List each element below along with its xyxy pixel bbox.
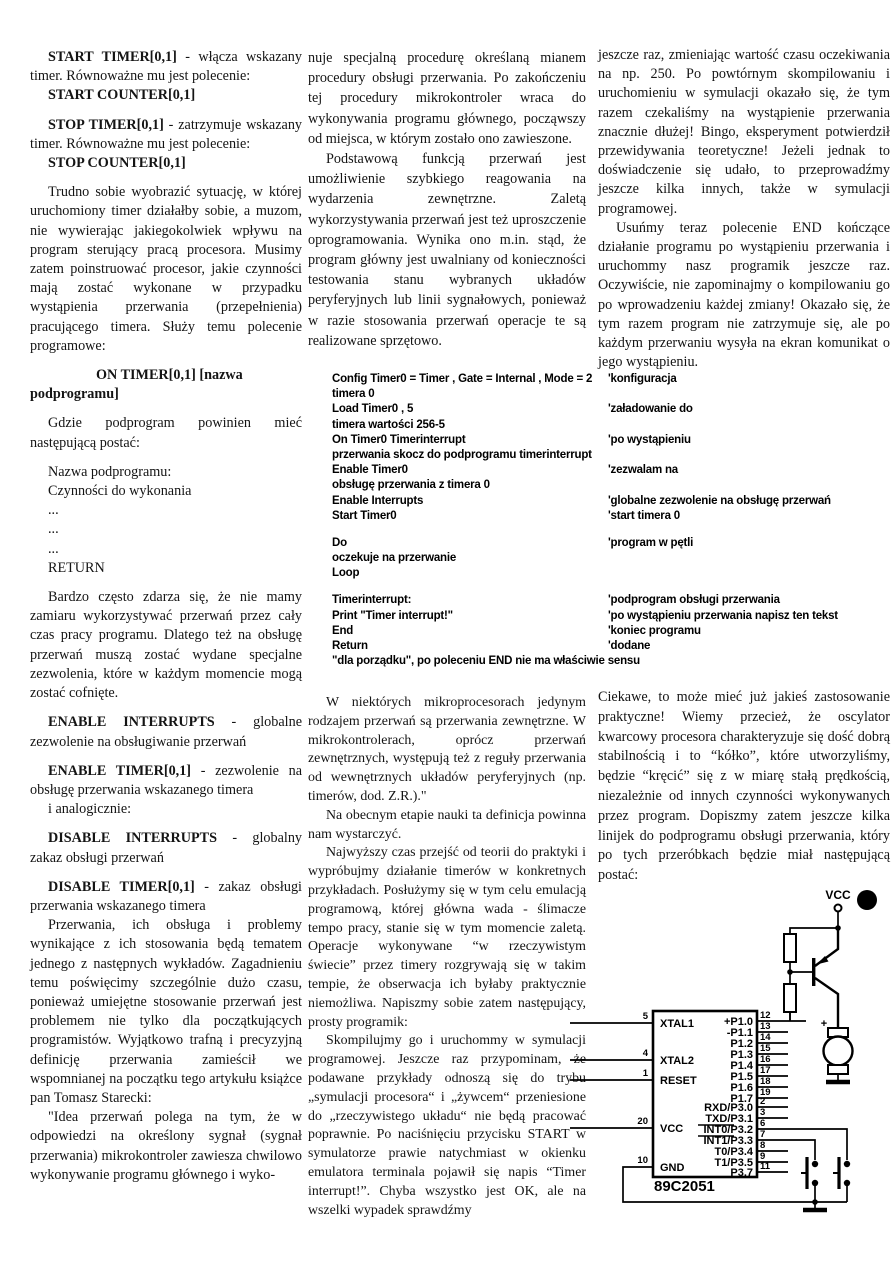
paragraph-text: "Idea przerwań polega na tym, że w odpowiedzi na określony sygnał (sygnał przerwania) mikrokontroler zawiesza chwilowo wykonywanie programu głównego i wyko- [30, 1109, 302, 1183]
paragraph [30, 916, 302, 1108]
template-line: ... [48, 521, 59, 538]
code-blank-row [332, 581, 888, 593]
code-line: Do [332, 536, 347, 549]
pin-label: RESET [660, 1075, 697, 1087]
code-line: Start Timer0 [332, 509, 397, 522]
code-row [332, 478, 888, 493]
paragraph-text: - włącza wskazany timer. Równoważne mu jest polecenie: [30, 49, 302, 85]
code-comment: 'koniec programu [608, 624, 701, 637]
code-comment [608, 551, 888, 566]
paragraph [30, 800, 302, 819]
pin-label: +P1.0 [723, 1016, 753, 1028]
command-name: ON TIMER[0,1] [nazwa podprogramu] [30, 367, 243, 403]
code-row [332, 418, 888, 433]
pin-number: 10 [637, 1155, 648, 1166]
command-line [30, 86, 302, 105]
paragraph [30, 48, 302, 86]
code-row [332, 463, 888, 478]
pin-number: 4 [642, 1048, 648, 1059]
code-comment: 'zezwalam na [608, 464, 679, 477]
code-comment [608, 418, 888, 433]
paragraph-text: Trudno sobie wyobrazić sytuację, w której uruchomiony timer działałby sobie, a muzom, nie wywierając jakiegokolwiek wpływu na program sterujący pracą procesora. Musimy zatem poinstruować procesor, jakie czynności mają zostać wykonane w przypadku wystąpienia przerwania (przepełnienia) pracującego timera. Służy temu polecenie programowe: [30, 184, 302, 354]
code-row [332, 551, 888, 566]
command-name: ENABLE TIMER[0,1] [48, 762, 192, 779]
chip-label: 89C2051 [654, 1178, 715, 1195]
code-line: Timerinterrupt: [332, 594, 412, 607]
pushbutton-contact [844, 1161, 850, 1167]
paragraph [308, 694, 586, 807]
paragraph-text: Bardzo często zdarza się, że nie mamy zamiaru wykorzystywać przerwań przez cały czas pracy programu. Dlatego też na obsługę przerwań muszą zostać wydane specjalne zezwolenia, które w każdym momencie mogą zostać cofnięte. [30, 589, 302, 702]
paragraph-text: Przerwania, ich obsługa i problemy wynikające z ich stosowania będą tematem jednego z następnych wykładów. Zagadnieniu temu poświęcimy szczególnie dużo czasu, ponieważ umiejętne stosowanie przerwań jest problemem nie tylko dla początkujących programistów. Wyjątkowo trafną i precyzyjną definicję przerwania zamieścił we wspomnianej na początku tego artykułu książce pan Tomasz Starecki: [30, 917, 302, 1106]
code-row [332, 433, 888, 448]
paragraph-text: jeszcze raz, zmieniając wartość czasu oczekiwania na np. 250. Po powtórnym skompilowaniu i uruchomieniu w symulacji okazało się, że tym razem czekaliśmy na wystąpienie przerwania znacznie dłużej! Bingo, eksperyment potwierdził przewidywania teoretyczne! Jeżeli jednak to doświadczenie się udało, to przeprowadźmy jeszcze kilka innych, także w symulacji programowej. [598, 47, 890, 217]
paragraph [30, 713, 302, 751]
circuit-diagram [560, 888, 893, 1263]
template-line: Czynności do wykonania [48, 483, 192, 500]
pin-number: 2 [760, 1096, 766, 1107]
paragraph [30, 762, 302, 800]
code-row [332, 372, 888, 387]
pin-number: 12 [760, 1010, 771, 1021]
paragraph [30, 588, 302, 703]
command-name: STOP TIMER[0,1] [48, 116, 164, 133]
paragraph [30, 829, 302, 867]
code-line: oczekuje na przerwanie [332, 552, 457, 565]
code-line: Enable Interrupts [332, 494, 424, 507]
paragraph-text: Skompilujmy go i uruchommy w symulacji programowej. Jeszcze raz przypominam, że podawane przykłady odnoszą się do trybu „symulacji procesora“ i „żywcem“ przeniesione do „rzeczywistego układu“ nie będą pracować poprawnie. Po naciśnięciu przycisku START w symulatorze prawie natychmiast w okienku emulatora terminala pojawił się napis “Timer interrupt!”. Chyba wszystko jest OK, ale na wszelki wypadek sprawdźmy [308, 1033, 586, 1218]
pin-number: 20 [637, 1116, 648, 1127]
paragraph [598, 219, 890, 373]
pin-number: 6 [760, 1118, 766, 1129]
command-line [30, 154, 302, 173]
code-comment: 'program w pętli [608, 536, 694, 549]
basic-code-listing [332, 372, 888, 669]
paragraph [598, 688, 890, 886]
code-row [332, 593, 888, 608]
pin-number: 15 [760, 1043, 771, 1054]
pin-number: 18 [760, 1076, 771, 1087]
middle-text-column-top [308, 48, 586, 351]
paragraph-text: - zakaz obsługi przerwania wskazanego timera [30, 878, 302, 914]
pin-label: P1.7 [730, 1093, 753, 1105]
paragraph [308, 807, 586, 845]
code-line: Return [332, 640, 368, 652]
code-line: End [332, 624, 354, 637]
code-row [332, 494, 888, 509]
pin-label: P1.6 [730, 1082, 753, 1094]
code-comment: 'konfiguracja [608, 373, 677, 385]
pin-number: 11 [760, 1161, 771, 1172]
paragraph [598, 46, 890, 219]
paragraph [30, 1108, 302, 1185]
code-row [332, 654, 888, 669]
code-comment [608, 448, 888, 463]
template-line: ... [48, 502, 59, 519]
pin-number: 16 [760, 1054, 771, 1065]
pin-label: P1.4 [730, 1060, 753, 1072]
paragraph-text: nuje specjalną procedurę określaną mianem procedury obsługi przerwania. Po zakończeniu tej procedury mikrokontroler wraca do wykonywania programu głównego, począwszy od miejsca, w którym zostało ono zawieszone. [308, 50, 586, 147]
code-row [332, 566, 888, 581]
motor-icon [824, 1037, 853, 1066]
template-line: RETURN [48, 559, 105, 576]
command-name: STOP COUNTER[0,1] [48, 155, 186, 172]
paragraph-text: - globalne zezwolenie na obsługiwanie przerwań [30, 714, 302, 750]
figure-number: 10 [860, 895, 874, 907]
wire [790, 928, 838, 934]
pin-label: P3.7 [730, 1167, 753, 1179]
resistor-icon [784, 934, 796, 962]
code-row [332, 448, 888, 463]
pin-number: 7 [760, 1129, 766, 1140]
paragraph [30, 116, 302, 154]
code-row [332, 609, 888, 624]
pin-number: 8 [760, 1140, 766, 1151]
motor-terminal-block [828, 1065, 848, 1074]
paragraph-text: - globalny zakaz obsługi przerwań [30, 830, 303, 866]
code-comment: 'dodane [608, 640, 651, 652]
command-name: DISABLE TIMER[0,1] [48, 878, 195, 895]
paragraph-text: i analogicznie: [48, 801, 132, 818]
code-line: obsługę przerwania z timera 0 [332, 479, 490, 492]
code-blank-row [332, 524, 888, 536]
command-heading [30, 366, 302, 404]
paragraph-text: Ciekawe, to może mieć już jakieś zastosowanie praktyczne! Wiemy przecież, że oscylator kwarcowy procesora charakteryzuje się dość dobrą stabilnością i to “kółko”, które utworzyliśmy, będzie “kręcić” się z w miarę stałą prędkością, niezależnie od innych czynności wykonywanych przez program. Dopiszmy zatem jeszcze kilka linijek do podprogramu obsługi przerwania, który po tych przeróbkach będzie miał następującą postać: [598, 689, 890, 884]
code-line: przerwania skocz do podprogramu timerinterrupt [332, 448, 592, 461]
pin-label: T1/P3.5 [714, 1157, 753, 1169]
paragraph-text: Gdzie podprogram powinien mieć następującą postać: [30, 415, 302, 451]
template-line: ... [48, 540, 59, 557]
middle-text-column-bottom [308, 694, 586, 1220]
code-line: Loop [332, 567, 360, 580]
left-text-column [30, 48, 302, 1185]
pin-number: 17 [760, 1065, 771, 1076]
resistor-icon [784, 984, 796, 1012]
paragraph-text: Najwyższy czas przejść od teorii do praktyki i wypróbujmy działanie timerów w konkretnych przykładach. Posłużymy się w tym celu emulacją programową, której główna wada - ślimacze tempo pracy, stanie się w tym momencie zaletą. Operacje wykonywane “w rzeczywistym świecie” przez timery rozgrywają się w takim tempie, że obserwacja ich byłaby praktycznie niemożliwa. Napiszmy sobie zatem następujący, prosty programik: [308, 845, 586, 1030]
code-comment: 'załadowanie do [608, 403, 693, 416]
pin-number: 14 [760, 1032, 771, 1043]
code-comment [608, 566, 888, 581]
code-row [332, 536, 888, 551]
code-line: Load Timer0 , 5 [332, 403, 414, 416]
pin-label: P1.3 [730, 1049, 753, 1061]
code-line: On Timer0 Timerinterrupt [332, 433, 466, 446]
paragraph-text: Na obecnym etapie nauki ta definicja powinna nam wystarczyć. [308, 807, 586, 842]
pin-number: 9 [760, 1151, 766, 1162]
pin-number: 5 [642, 1011, 648, 1022]
pin-label: XTAL2 [660, 1055, 695, 1067]
paragraph [30, 183, 302, 356]
code-comment: 'po wystąpieniu [608, 433, 691, 446]
paragraph-text: Usuńmy teraz polecenie END kończące działanie programu po wystąpieniu przerwania i uruchommy nasz programik jeszcze raz. Oczywiście, nie zapominajmy o kompilowaniu go po wprowadzeniu każdej zmiany! Okazało się, że tym razem program nie zatrzymuje się, ale po każdym przerwaniu wysyła na ekran komunikat o jego wystąpieniu. [598, 219, 890, 371]
pushbutton-contact [844, 1180, 850, 1186]
pin-label: P1.5 [730, 1071, 753, 1083]
paragraph [308, 149, 586, 351]
code-line: timera wartości 256-5 [332, 418, 445, 431]
vcc-label: VCC [825, 888, 851, 902]
pin-label: INT0/P3.2 [703, 1124, 753, 1136]
circuit-figure [560, 888, 893, 1263]
code-comment: 'podprogram obsługi przerwania [608, 594, 780, 607]
pin-number: 3 [760, 1107, 766, 1118]
code-comment [608, 387, 888, 402]
pin-label: INT1/P3.3 [703, 1135, 753, 1147]
code-row [332, 639, 888, 654]
transistor-base-bar [812, 958, 815, 986]
code-row [332, 624, 888, 639]
command-name: DISABLE INTERRUPTS [48, 830, 218, 847]
pin-label: P1.2 [730, 1038, 753, 1050]
paragraph [308, 844, 586, 1032]
code-line: Print "Timer interrupt!" [332, 609, 453, 622]
code-comment [608, 654, 888, 669]
code-comment: 'po wystąpieniu przerwania napisz ten tekst [608, 609, 838, 622]
pin-label: TXD/P3.1 [705, 1113, 753, 1125]
code-line: Config Timer0 = Timer , Gate = Internal , Mode = 2 [332, 373, 593, 385]
code-row [332, 402, 888, 417]
code-row [332, 509, 888, 524]
code-row [332, 387, 888, 402]
paragraph-text: W niektórych mikroprocesorach jedynym rodzajem przerwań są przerwania zewnętrzne. W mikrokontrolerach, oprócz przerwań zewnętrznych, występują też z reguły przerwania od wewnętrznych układów peryferyjnych (np. timerów, dod. Z.R.)." [308, 695, 586, 804]
code-line: timera 0 [332, 388, 375, 401]
motor-plus-label: + [820, 1018, 828, 1030]
right-text-column-bottom [598, 688, 890, 886]
paragraph [308, 1032, 586, 1220]
code-line: Enable Timer0 [332, 464, 408, 477]
paragraph [308, 48, 586, 149]
command-name: ENABLE INTERRUPTS [48, 714, 215, 731]
code-line: "dla porządku", po poleceniu END nie ma właściwie sensu [332, 655, 640, 668]
pin-label: XTAL1 [660, 1018, 695, 1030]
int0-wire [757, 1129, 847, 1160]
pin-number: 19 [760, 1087, 771, 1098]
pushbutton-contact [812, 1180, 818, 1186]
subroutine-template [30, 463, 302, 578]
paragraph [30, 878, 302, 916]
pin-number: 1 [642, 1068, 648, 1079]
code-comment: 'globalne zezwolenie na obsługę przerwań [608, 494, 831, 507]
pin-label: -P1.1 [726, 1027, 753, 1039]
command-name: START COUNTER[0,1] [48, 87, 196, 104]
paragraph [30, 414, 302, 452]
right-text-column-top [598, 46, 890, 372]
paragraph-text: - zezwolenie na obsługę przerwania wskazanego timera [30, 762, 303, 798]
code-comment [608, 478, 888, 493]
pushbutton-contact [812, 1161, 818, 1167]
code-comment: 'start timera 0 [608, 509, 680, 522]
template-line: Nazwa podprogramu: [48, 463, 172, 480]
pin-label: RXD/P3.0 [704, 1102, 753, 1114]
pin-label: T0/P3.4 [714, 1146, 753, 1158]
command-name: START TIMER[0,1] [48, 49, 177, 65]
pin-label: VCC [660, 1123, 684, 1135]
paragraph-text: Podstawową funkcją przerwań jest umożliwienie szybkiego reagowania na wydarzenia zewnętrzne. Zaletą wykorzystywania przerwań jest też uproszczenie oprogramowania. Wynika ono m.in. stąd, że program główny jest uwalniany od konieczności testowania stanu wybranych układów peryferyjnych lub linii sygnałowych, ponieważ w razie stosowania przerwań operacje te są realizowane sprzętowo. [308, 151, 586, 349]
vcc-terminal-icon [835, 905, 842, 912]
paragraph-text: - zatrzymuje wskazany timer. Równoważne mu jest polecenie: [30, 116, 303, 152]
pin-label: GND [660, 1162, 685, 1174]
pin-number: 13 [760, 1021, 771, 1032]
